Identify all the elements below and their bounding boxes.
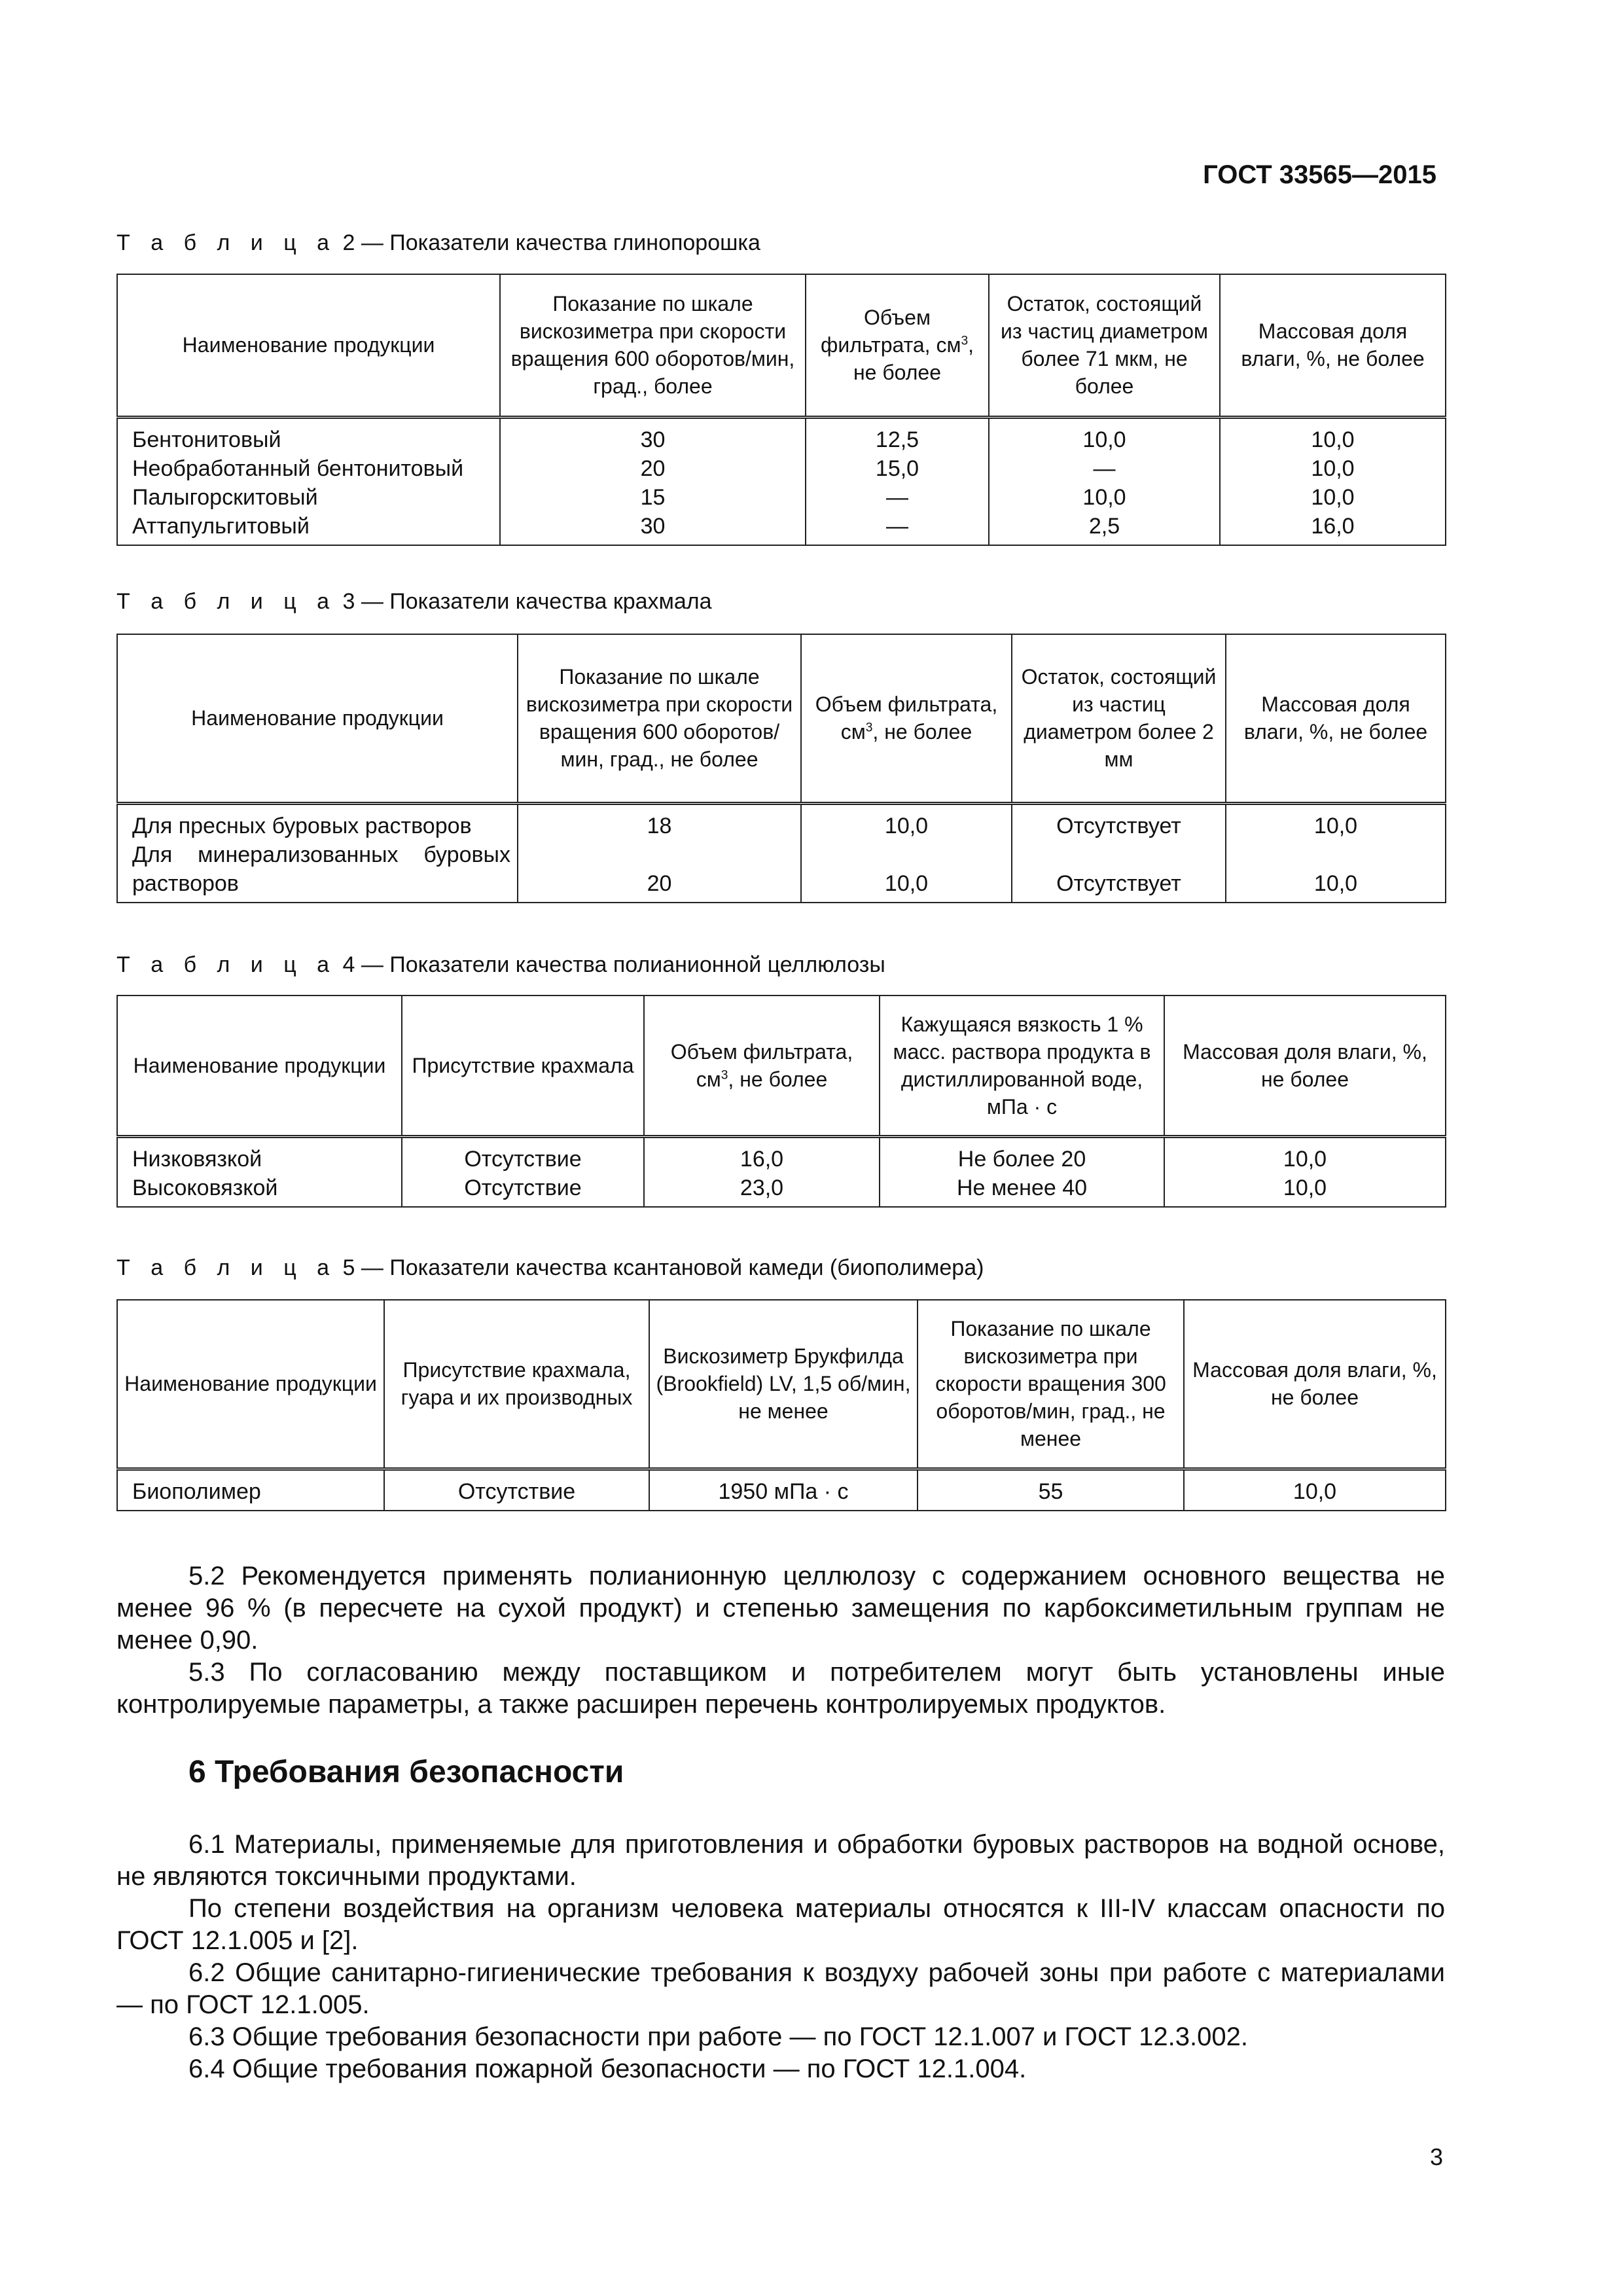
table4-header-filtrate-tail: , не более bbox=[728, 1067, 828, 1091]
table2-header-filtrate-text: Объем фильтрата, см bbox=[820, 306, 961, 357]
cell: 30 bbox=[500, 512, 806, 545]
cell: 55 bbox=[918, 1469, 1184, 1511]
cell: 10,0 bbox=[1226, 803, 1446, 840]
section6-title: 6 Требования безопасности bbox=[188, 1755, 624, 1789]
table-row bbox=[117, 1136, 1446, 1174]
paragraph-5-2: 5.2 Рекомендуется применять полианионную целлюлозу с содержанием основного вещества не менее 96 % (в пересчете на сухой продукт) и степенью замещения по карбоксиметильным группам не менее 0,90. bbox=[116, 1562, 1445, 1655]
table-row bbox=[117, 417, 1446, 454]
cell: Отсутствует bbox=[1012, 803, 1226, 840]
cell: 2,5 bbox=[989, 512, 1220, 545]
table3-header-viscometer: Показание по шкале вискозиметра при скорости вращения 600 оборотов/мин, град., не более bbox=[518, 634, 801, 803]
table4-header-starch: Присутствие крахмала bbox=[402, 996, 644, 1136]
paragraph-5-3: 5.3 По согласованию между поставщиком и потребителем могут быть установлены иные контролируемые параметры, а также расширен перечень контролируемых продуктов. bbox=[116, 1658, 1445, 1719]
cell: 30 bbox=[500, 417, 806, 454]
cell: Необработанный бентонитовый bbox=[117, 454, 500, 483]
table4-caption-title: 4 — Показатели качества полианионной целлюлозы bbox=[342, 952, 885, 977]
cell: Палыгорскитовый bbox=[117, 483, 500, 512]
cell: 16,0 bbox=[1220, 512, 1446, 545]
table-row bbox=[117, 803, 1446, 840]
table5-caption bbox=[116, 1255, 984, 1281]
cell: 10,0 bbox=[1226, 840, 1446, 903]
cell: 10,0 bbox=[1220, 417, 1446, 454]
table4-caption-prefix: Т а б л и ц а bbox=[116, 952, 337, 977]
table5-header-viscometer: Показание по шкале вискозиметра при скорости вращения 300 оборотов/мин, град., не менее bbox=[918, 1300, 1184, 1469]
table5-header-brookfield: Вискозиметр Брукфилда (Brookfield) LV, 1,5 об/мин, не менее bbox=[649, 1300, 918, 1469]
cell: Отсутствует bbox=[1012, 840, 1226, 903]
cell: Биополимер bbox=[117, 1469, 384, 1511]
table-row bbox=[117, 512, 1446, 545]
cell: 10,0 bbox=[989, 417, 1220, 454]
paragraph-6-4: 6.4 Общие требования пожарной безопасности — по ГОСТ 12.1.004. bbox=[188, 2054, 1027, 2083]
table5-header-name: Наименование продукции bbox=[117, 1300, 384, 1469]
table-row bbox=[117, 840, 1446, 903]
table2-header-viscometer: Показание по шкале вискозиметра при скорости вращения 600 оборотов/мин, град., более bbox=[500, 274, 806, 417]
cell: 12,5 bbox=[806, 417, 989, 454]
table5-caption-title: 5 — Показатели качества ксантановой камеди (биополимера) bbox=[342, 1255, 984, 1280]
table-row bbox=[117, 1469, 1446, 1511]
table3-header-filtrate bbox=[801, 634, 1012, 803]
standard-code: ГОСТ 33565—2015 bbox=[1203, 160, 1436, 189]
cell: Высоковязкой bbox=[117, 1174, 402, 1207]
table2-header-name: Наименование продукции bbox=[117, 274, 500, 417]
table3-header-filtrate-sup: 3 bbox=[865, 721, 873, 735]
table2-header-filtrate-sup: 3 bbox=[961, 334, 969, 348]
table5-header-moisture: Массовая доля влаги, %, не более bbox=[1184, 1300, 1446, 1469]
table2-header-row bbox=[117, 274, 1446, 417]
paragraph-6-3: 6.3 Общие требования безопасности при работе — по ГОСТ 12.1.007 и ГОСТ 12.3.002. bbox=[188, 2022, 1248, 2051]
section6-paragraphs bbox=[116, 1829, 1445, 2085]
cell: 20 bbox=[518, 840, 801, 903]
cell: — bbox=[989, 454, 1220, 483]
table5 bbox=[116, 1299, 1446, 1511]
table4-header-filtrate-text: Объем фильтрата, см bbox=[670, 1039, 853, 1091]
table3-caption bbox=[116, 589, 712, 615]
table5-header-row bbox=[117, 1300, 1446, 1469]
table3-header-residue: Остаток, состоящий из частиц диаметром более 2 мм bbox=[1012, 634, 1226, 803]
page-number: 3 bbox=[1429, 2144, 1443, 2170]
cell: Отсутствие bbox=[402, 1136, 644, 1174]
table3-header-name: Наименование продукции bbox=[117, 634, 518, 803]
table4 bbox=[116, 995, 1446, 1208]
table3-header-filtrate-tail: , не более bbox=[872, 720, 972, 744]
cell: Не менее 40 bbox=[880, 1174, 1164, 1207]
table3-header-moisture: Массовая доля влаги, %, не более bbox=[1226, 634, 1446, 803]
cell: 20 bbox=[500, 454, 806, 483]
cell: Отсутствие bbox=[384, 1469, 649, 1511]
cell: 1950 мПа · с bbox=[649, 1469, 918, 1511]
cell: 15,0 bbox=[806, 454, 989, 483]
cell: Отсутствие bbox=[402, 1174, 644, 1207]
table4-header-filtrate bbox=[644, 996, 880, 1136]
cell: Низковязкой bbox=[117, 1136, 402, 1174]
table2-caption-prefix: Т а б л и ц а bbox=[116, 230, 337, 255]
table-row bbox=[117, 454, 1446, 483]
table4-header-filtrate-sup: 3 bbox=[721, 1068, 728, 1083]
table2-caption-title: 2 — Показатели качества глинопорошка bbox=[342, 230, 760, 255]
table2-caption bbox=[116, 230, 760, 256]
cell: Аттапульгитовый bbox=[117, 512, 500, 545]
table5-caption-prefix: Т а б л и ц а bbox=[116, 1255, 337, 1280]
table4-header-moisture: Массовая доля влаги, %, не более bbox=[1164, 996, 1446, 1136]
cell: 10,0 bbox=[1164, 1136, 1446, 1174]
paragraph-6-1: 6.1 Материалы, применяемые для приготовления и обработки буровых растворов на водной основе, не являются токсичными продуктами. bbox=[116, 1830, 1445, 1891]
table2-header-filtrate-tail: , не более bbox=[853, 333, 974, 385]
cell: 10,0 bbox=[1164, 1174, 1446, 1207]
table5-header-starch: Присутствие крахмала, гуара и их производных bbox=[384, 1300, 649, 1469]
table4-header-viscosity: Кажущаяся вязкость 1 % масс. раствора продукта в дистиллированной воде, мПа · с bbox=[880, 996, 1164, 1136]
table2-header-moisture: Массовая доля влаги, %, не более bbox=[1220, 274, 1446, 417]
cell: 15 bbox=[500, 483, 806, 512]
cell: Не более 20 bbox=[880, 1136, 1164, 1174]
cell: 10,0 bbox=[1220, 483, 1446, 512]
table2 bbox=[116, 274, 1446, 546]
cell: Бентонитовый bbox=[117, 417, 500, 454]
cell: 10,0 bbox=[1220, 454, 1446, 483]
cell: 10,0 bbox=[801, 803, 1012, 840]
cell: — bbox=[806, 483, 989, 512]
table2-header-residue: Остаток, состоящий из частиц диаметром более 71 мкм, не более bbox=[989, 274, 1220, 417]
cell: 10,0 bbox=[801, 840, 1012, 903]
table3-header-row bbox=[117, 634, 1446, 803]
cell: 16,0 bbox=[644, 1136, 880, 1174]
cell: 18 bbox=[518, 803, 801, 840]
section5-paragraphs bbox=[116, 1560, 1445, 1721]
table4-header-name: Наименование продукции bbox=[117, 996, 402, 1136]
table3-header-filtrate-text: Объем фильтрата, см bbox=[815, 692, 998, 744]
table3-caption-title: 3 — Показатели качества крахмала bbox=[342, 589, 712, 614]
table3-caption-prefix: Т а б л и ц а bbox=[116, 589, 337, 614]
table2-header-filtrate bbox=[806, 274, 989, 417]
cell: — bbox=[806, 512, 989, 545]
paragraph-6-1-hazard: По степени воздействия на организм человека материалы относятся к III-IV классам опасности по ГОСТ 12.1.005 и [2]. bbox=[116, 1894, 1445, 1955]
table4-header-row bbox=[117, 996, 1446, 1136]
cell: 23,0 bbox=[644, 1174, 880, 1207]
table-row bbox=[117, 483, 1446, 512]
cell: Для минерализованных буровых растворов bbox=[117, 840, 518, 903]
table3 bbox=[116, 634, 1446, 903]
cell: 10,0 bbox=[1184, 1469, 1446, 1511]
cell: 10,0 bbox=[989, 483, 1220, 512]
cell: Для пресных буровых растворов bbox=[117, 803, 518, 840]
paragraph-6-2: 6.2 Общие санитарно-гигиенические требования к воздуху рабочей зоны при работе с материалами — по ГОСТ 12.1.005. bbox=[116, 1958, 1445, 2019]
table4-caption bbox=[116, 952, 885, 978]
table-row bbox=[117, 1174, 1446, 1207]
